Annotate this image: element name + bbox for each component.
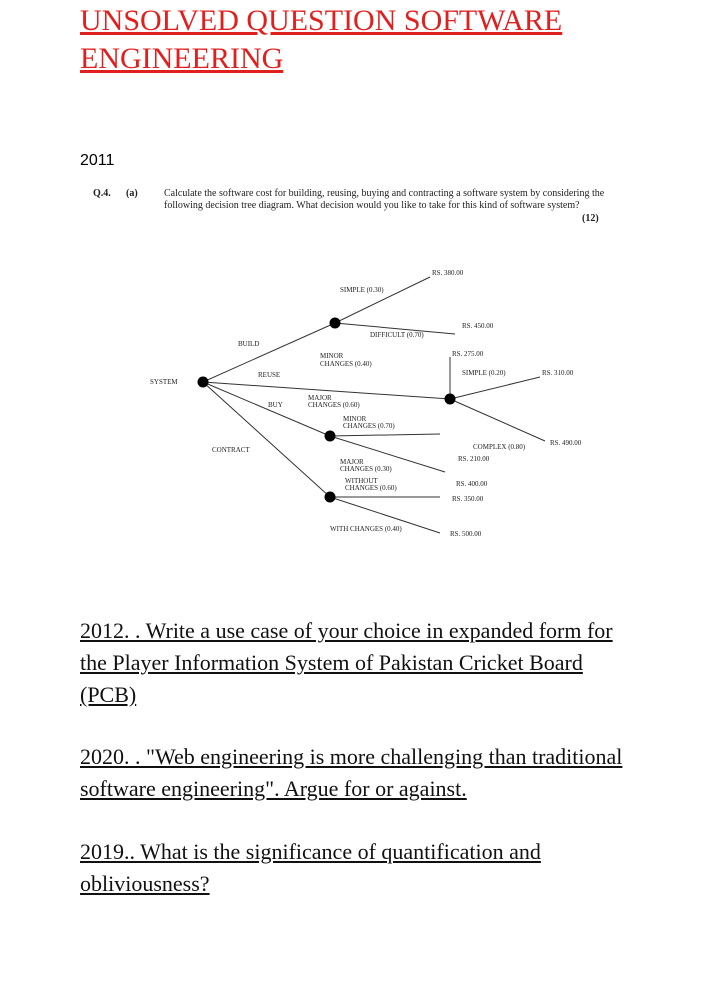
cost-350: RS. 350.00 xyxy=(452,495,484,503)
page-title: UNSOLVED QUESTION SOFTWARE ENGINEERING xyxy=(80,4,563,75)
cost-490: RS. 490.00 xyxy=(550,439,582,447)
question-2020-prefix: 2020. xyxy=(80,744,135,769)
label-major-changes-030-line2: CHANGES (0.30) xyxy=(340,465,392,473)
label-system: SYSTEM xyxy=(150,378,178,386)
label-build: BUILD xyxy=(238,340,260,348)
question-2019 xyxy=(80,836,640,900)
cost-380: RS. 380.00 xyxy=(432,269,464,277)
chance-node-reuse xyxy=(445,394,456,405)
label-contract: CONTRACT xyxy=(212,446,250,454)
cost-210: RS. 210.00 xyxy=(458,455,490,463)
chance-node-build xyxy=(330,318,341,329)
label-major-changes-060-line1: MAJOR xyxy=(308,394,332,402)
label-minor-changes-040-line2: CHANGES (0.40) xyxy=(320,360,372,368)
cost-450: RS. 450.00 xyxy=(462,322,494,330)
cost-400: RS. 400.00 xyxy=(456,480,488,488)
question-2020-text: . "Web engineering is more challenging than traditional software engineering". Argue for or against. xyxy=(80,744,623,801)
question-2012 xyxy=(80,615,640,711)
branch-minor-changes-070 xyxy=(330,434,440,436)
label-simple-030: SIMPLE (0.30) xyxy=(340,286,384,294)
label-minor-changes-040-line1: MINOR xyxy=(320,352,344,360)
question-2012-text: . Write a use case of your choice in expanded form for the Player Information System of Pakistan Cricket Board (PCB) xyxy=(80,618,613,707)
label-without-changes-060-line1: WITHOUT xyxy=(345,477,378,485)
cost-310: RS. 310.00 xyxy=(542,369,574,377)
branch-buy xyxy=(203,382,330,436)
label-reuse: REUSE xyxy=(258,371,281,379)
question-2012-prefix: 2012. xyxy=(80,618,135,643)
question-text: Calculate the software cost for building, reusing, buying and contracting a software system by considering the following decision tree diagram. What decision would you like to take for this kind of software system? xyxy=(164,188,605,211)
branch-complex-080 xyxy=(450,399,545,441)
label-difficult-070: DIFFICULT (0.70) xyxy=(370,331,424,339)
chance-node-buy xyxy=(325,431,336,442)
label-major-changes-060-line2: CHANGES (0.60) xyxy=(308,401,360,409)
label-buy: BUY xyxy=(268,401,283,409)
question-number: Q.4. xyxy=(93,188,111,199)
decision-node-system xyxy=(198,377,209,388)
question-marks: (12) xyxy=(582,213,599,224)
label-without-changes-060-line2: CHANGES (0.60) xyxy=(345,484,397,492)
decision-tree-diagram xyxy=(0,260,720,550)
label-with-changes-040: WITH CHANGES (0.40) xyxy=(330,525,402,533)
chance-node-contract xyxy=(325,492,336,503)
question-2019-text: 2019.. What is the significance of quantification and obliviousness? xyxy=(80,839,541,896)
section-year: 2011 xyxy=(80,152,115,169)
question-2020 xyxy=(80,741,640,805)
branch-simple-020 xyxy=(450,377,540,399)
question-part: (a) xyxy=(126,188,138,199)
label-minor-changes-070-line2: CHANGES (0.70) xyxy=(343,422,395,430)
cost-275: RS. 275.00 xyxy=(452,350,484,358)
branch-simple-030 xyxy=(335,277,430,323)
label-minor-changes-070-line1: MINOR xyxy=(343,415,367,423)
label-simple-020: SIMPLE (0.20) xyxy=(462,369,506,377)
tree-branches xyxy=(203,277,545,533)
label-complex-080: COMPLEX (0.80) xyxy=(473,443,526,451)
label-major-changes-030-line1: MAJOR xyxy=(340,458,364,466)
cost-500: RS. 500.00 xyxy=(450,530,482,538)
